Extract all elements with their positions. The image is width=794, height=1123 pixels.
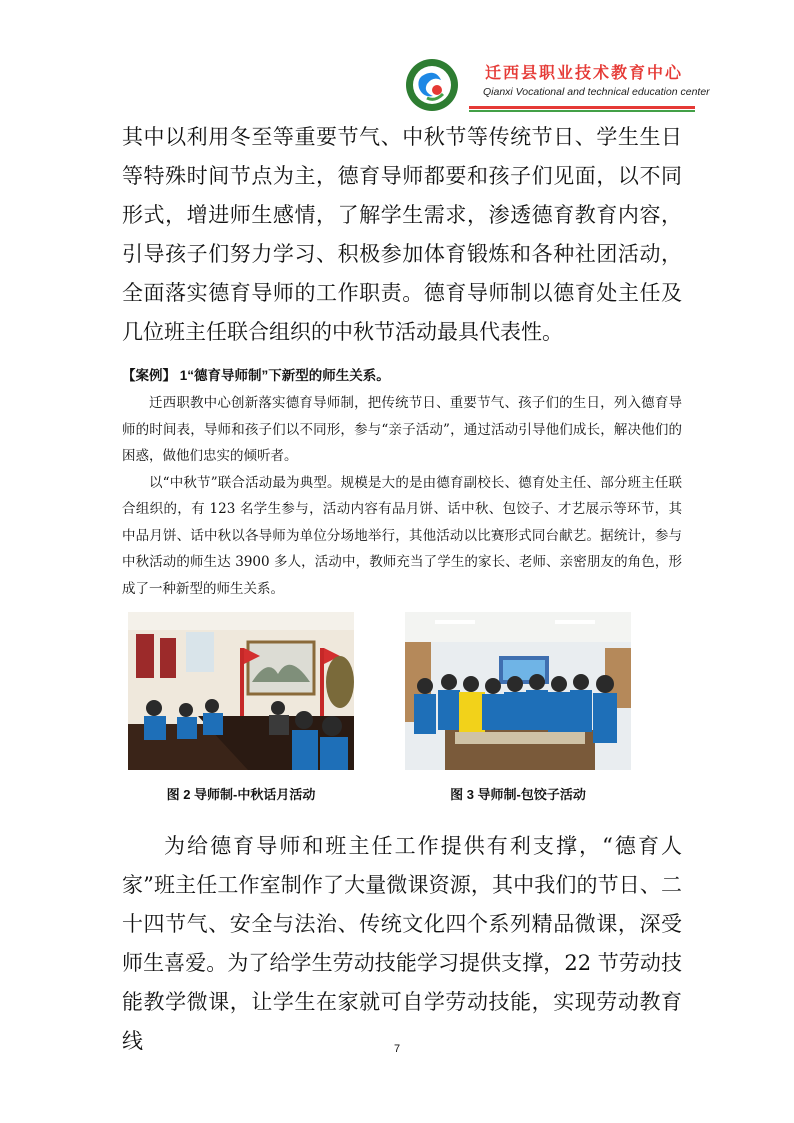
bottom-paragraph: 为给德育导师和班主任工作提供有利支撑，“德育人家”班主任工作室制作了大量微课资源，其中我们的节日、二十四节气、安全与法治、传统文化四个系列精品微课，深受师生喜爱。为了给学生劳动技能学习提供支撑，22 节劳动技能教学微课，让学生在家就可自学劳动技能，实现劳动教育线: [122, 834, 682, 1053]
school-logo: [405, 58, 459, 112]
page-number: 7: [393, 1043, 401, 1055]
case-paragraph-1: 迁西职教中心创新落实德育导师制，把传统节日、重要节气、孩子们的生日，列入德育导师的时间表，导师和孩子们以不同形，参与“亲子活动”，通过活动引导他们成长，解决他们的困惑，做他们忠实的倾听者。: [122, 395, 682, 464]
photo-dumpling-activity: [405, 612, 631, 770]
figure-3-caption: 图 3 导师制-包饺子活动: [450, 787, 586, 802]
school-name-english: Qianxi Vocational and technical education center: [483, 86, 710, 98]
page-header: [405, 58, 710, 113]
school-name: 迁西县职业技术教育中心: [485, 63, 684, 82]
case-paragraph-2: 以“中秋节”联合活动最为典型。规模是大的是由德育副校长、德育处主任、部分班主任联合组织的，有 123 名学生参与，活动内容有品月饼、话中秋、包饺子、才艺展示等环节，其中品月饼、话中秋以各导师为单位分场地举行，其他活动以比赛形式同台献艺。据统计，参与中秋活动的师生达 3900 多人，活动中，教师充当了学生的家长、老师、亲密朋友的角色，形成了一种新型的师生关系。: [122, 474, 682, 597]
header-rule-green: [469, 110, 695, 112]
case-block: [122, 364, 682, 602]
case-title: 【案例】 1“德育导师制”下新型的师生关系。: [122, 368, 390, 383]
top-paragraph: 其中以利用冬至等重要节气、中秋节等传统节日、学生生日等特殊时间节点为主，德育导师都要和孩子们见面，以不同形式，增进师生感情，了解学生需求，渗透德育教育内容，引导孩子们努力学习、积极参加体育锻炼和各种社团活动，全面落实德育导师的工作职责。德育导师制以德育处主任及几位班主任联合组织的中秋节活动最具代表性。: [122, 125, 682, 344]
figure-2-caption: 图 2 导师制-中秋话月活动: [166, 787, 316, 802]
photo-mid-autumn-activity: [128, 612, 354, 770]
header-rule-red: [469, 106, 695, 109]
